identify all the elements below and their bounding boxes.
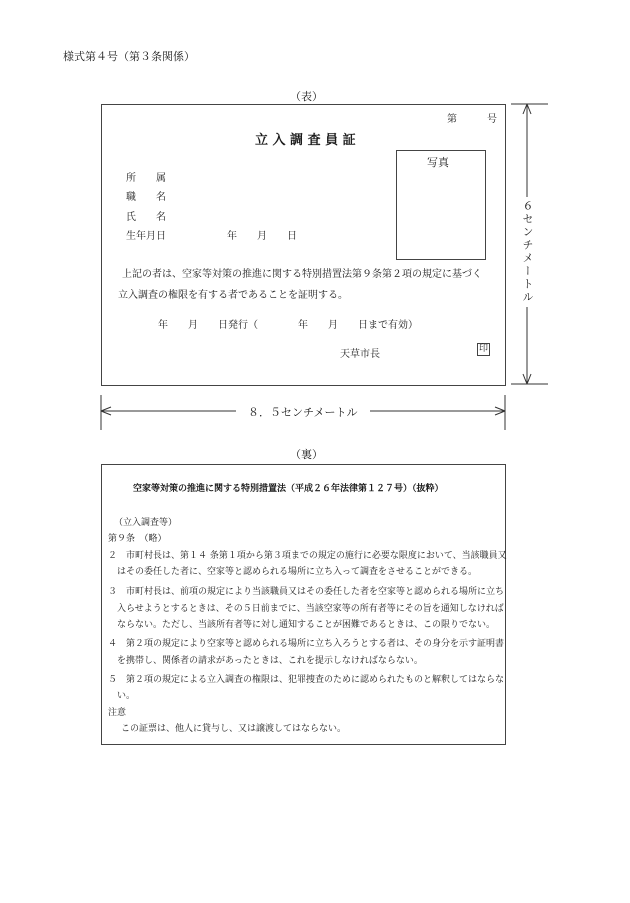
note-text: この証票は、他人に貸与し、又は譲渡してはならない。 (121, 724, 347, 734)
width-dimension-label: ８．５センチメートル (236, 404, 370, 420)
law-line: ３ 市町村長は、前項の規定により当該職員又はその委任した者を空家等と認められる場所に立ち (108, 587, 505, 597)
name-label: 氏 名 (126, 212, 166, 223)
law-line: を携帯し、関係者の請求があったときは、これを提示しなければならない。 (108, 656, 423, 666)
law-line: 入らせようとするときは、その５日前までに、当該空家等の所有者等にその旨を通知しなければ (108, 604, 504, 614)
note-label: 注意 (108, 708, 127, 718)
front-heading: （表） (290, 90, 323, 103)
photo-label: 写真 (427, 156, 449, 169)
issuer: 天草市長 (340, 349, 380, 360)
back-heading: （裏） (290, 448, 323, 461)
dimension-lines (0, 0, 630, 440)
section-caption: （立入調査等） (114, 518, 178, 528)
position-label: 職 名 (126, 192, 166, 203)
law-line: ５ 第２項の規定による立入調査の権限は、犯罪捜査のために認められたものと解釈してはならな (108, 675, 505, 685)
certification-line-2: 立入調査の権限を有する者であることを証明する。 (118, 290, 348, 301)
law-line: ４ 第２項の規定により空家等と認められる場所に立ち入ろうとする者は、その身分を示す証明書 (108, 639, 505, 649)
height-dimension-label: ６センチメートル (519, 197, 535, 307)
back-card (101, 464, 506, 745)
article-line: 第９条 （略） (108, 534, 167, 544)
law-line: ならない。ただし、当該所有者等に対し通知することが困難であるときは、この限りでない。 (108, 620, 496, 630)
law-line: い。 (108, 691, 136, 701)
seal-mark: 印 (478, 344, 488, 354)
form-label: 様式第４号（第３条関係） (63, 50, 195, 63)
law-line: はその委任した者に、空家等と認められる場所に立ち入って調査をさせることができる。 (108, 567, 478, 577)
birthdate-label: 生年月日 (126, 231, 166, 242)
law-line: ２ 市町村長は、第１４ 条第１項から第３項までの規定の施行に必要な限度において、当該職員又 (108, 551, 507, 561)
number-label: 第 号 (447, 114, 497, 125)
issue-line: 年 月 日発行（ 年 月 日まで有効） (158, 320, 418, 331)
certification-line-1: 上記の者は、空家等対策の推進に関する特別措置法第９条第２項の規定に基づく (122, 269, 482, 280)
law-title: 空家等対策の推進に関する特別措置法（平成２６年法律第１２７号）（抜粋） (133, 484, 444, 494)
card-title: 立 入 調 査 員 証 (255, 133, 356, 148)
birthdate-value: 年 月 日 (227, 231, 297, 242)
affiliation-label: 所 属 (126, 173, 166, 184)
